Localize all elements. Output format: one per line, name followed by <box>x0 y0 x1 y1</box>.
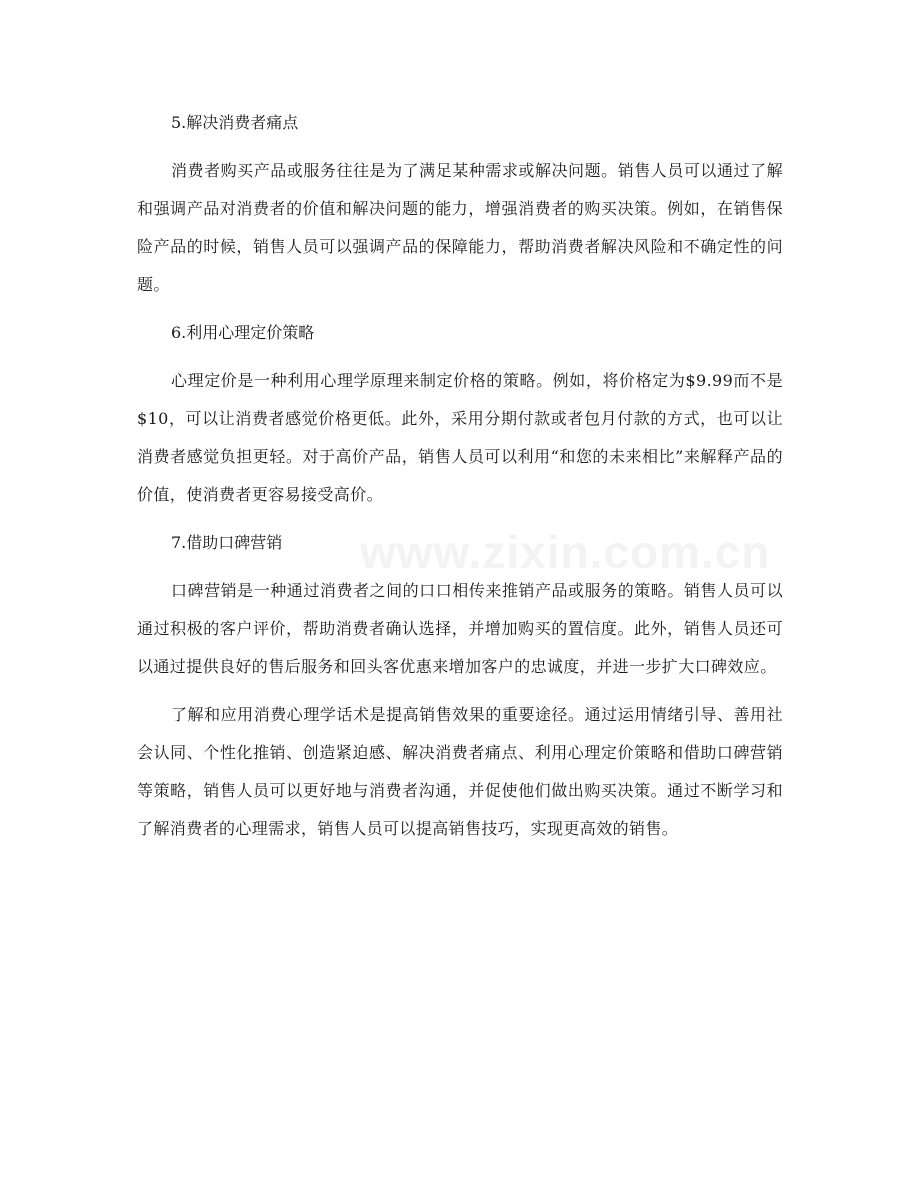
section-paragraph-6: 心理定价是一种利用心理学原理来制定价格的策略。例如，将价格定为$9.99而不是$10，可以让消费者感觉价格更低。此外，采用分期付款或者包月付款的方式，也可以让消费者感觉负担更轻。对于高价产品，销售人员可以利用“和您的未来相比”来解释产品的价值，使消费者更容易接受高价。 <box>137 371 783 504</box>
section-paragraph-5: 消费者购买产品或服务往往是为了满足某种需求或解决问题。销售人员可以通过了解和强调产品对消费者的价值和解决问题的能力，增强消费者的购买决策。例如，在销售保险产品的时候，销售人员可以强调产品的保障能力，帮助消费者解决风险和不确定性的问题。 <box>137 161 783 294</box>
section-paragraph-7: 口碑营销是一种通过消费者之间的口口相传来推销产品或服务的策略。销售人员可以通过积极的客户评价，帮助消费者确认选择，并增加购买的置信度。此外，销售人员还可以通过提供良好的售后服务和回头客优惠来增加客户的忠诚度，并进一步扩大口碑效应。 <box>137 581 783 676</box>
conclusion-paragraph: 了解和应用消费心理学话术是提高销售效果的重要途径。通过运用情绪引导、善用社会认同、个性化推销、创造紧迫感、解决消费者痛点、利用心理定价策略和借助口碑营销等策略，销售人员可以更好地与消费者沟通，并促使他们做出购买决策。通过不断学习和了解消费者的心理需求，销售人员可以提高销售技巧，实现更高效的销售。 <box>137 705 783 838</box>
section-heading-7: 7.借助口碑营销 <box>171 533 283 552</box>
section-heading-6: 6.利用心理定价策略 <box>171 323 315 342</box>
watermark: www.zixin.com.cn <box>360 526 771 578</box>
document-body <box>137 104 783 858</box>
section-heading-5: 5.解决消费者痛点 <box>171 113 299 132</box>
